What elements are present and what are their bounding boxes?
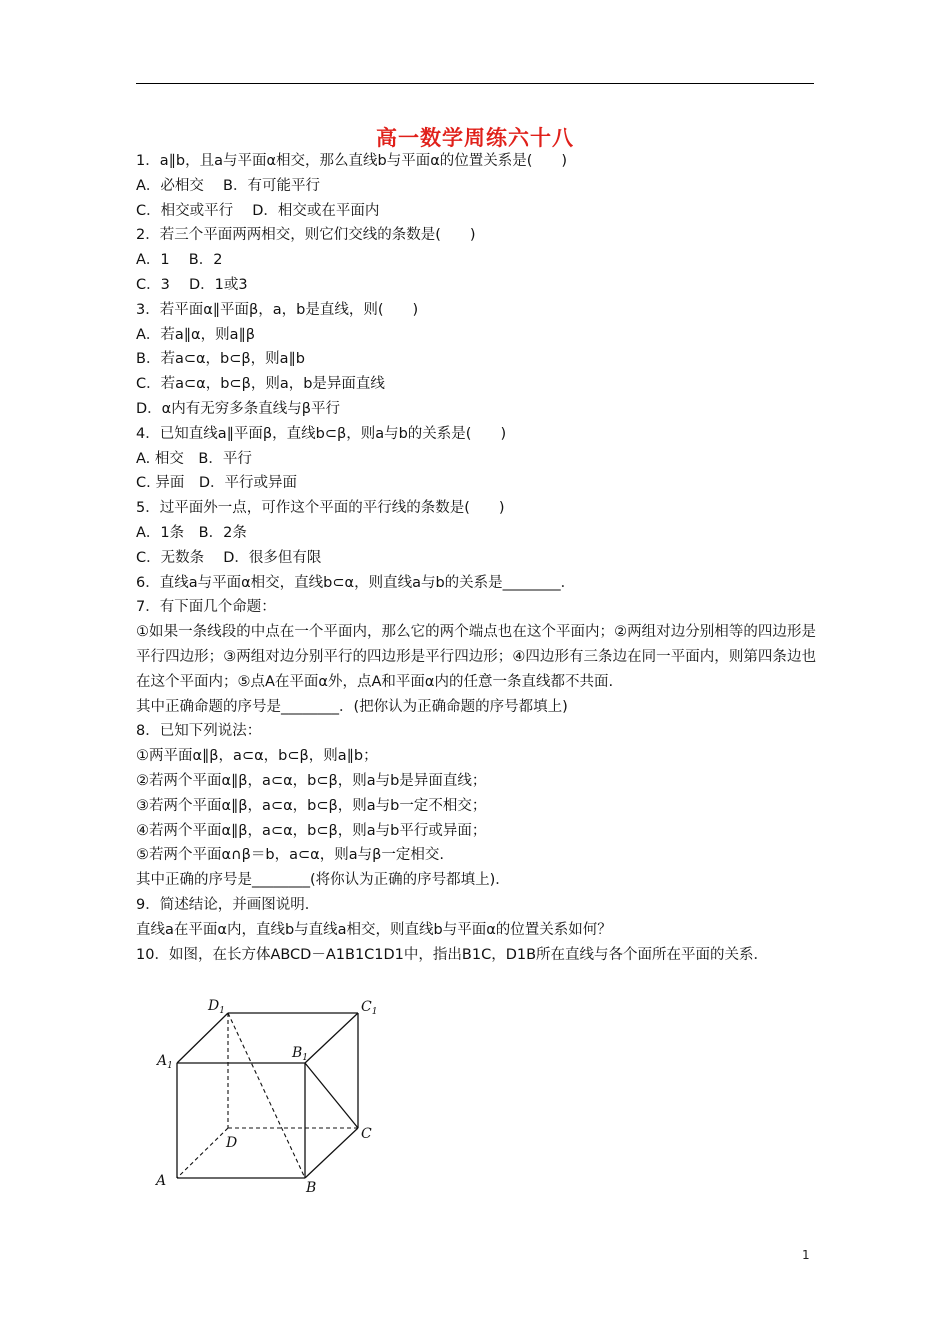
text-line: 其中正确的序号是________(将你认为正确的序号都填上)． xyxy=(136,872,510,889)
vertex-label-c: C xyxy=(361,1126,372,1142)
document-body xyxy=(136,149,816,967)
vertex-label-a: A xyxy=(156,1173,167,1189)
text-line: A．必相交 B．有可能平行 xyxy=(136,177,320,194)
text-line: 3．若平面α∥平面β，a，b是直线，则( ) xyxy=(136,301,419,318)
text-line: C．相交或平行 D．相交或在平面内 xyxy=(136,202,380,219)
text-line: 直线a在平面α内，直线b与直线a相交，则直线b与平面α的位置关系如何？ xyxy=(136,921,612,938)
text-line: 9．简述结论，并画图说明． xyxy=(136,896,320,913)
text-line: 5．过平面外一点，可作这个平面的平行线的条数是( ) xyxy=(136,500,505,517)
text-line: A. 相交 B．平行 xyxy=(136,450,252,467)
edge-c-b xyxy=(305,1128,358,1178)
cuboid-figure xyxy=(150,995,385,1195)
vertex-label-d: D xyxy=(226,1135,238,1151)
hidden-edge-d-a xyxy=(177,1128,228,1178)
text-line: A．若a∥α，则a∥β xyxy=(136,326,256,343)
text-line: 6．直线a与平面α相交，直线b⊂α，则直线a与b的关系是________． xyxy=(136,574,576,591)
header-rule xyxy=(136,83,814,84)
question-7-statements: ①如果一条线段的中点在一个平面内，那么它的两个端点也在这个平面内；②两组对边分别相等的四边形是平行四边形；③两组对边分别平行的四边形是平行四边形；④四边形有三条边在同一平面内，则第四条边也在这个平面内；⑤点A在平面α外，点A和平面α内的任意一条直线都不共面. xyxy=(136,624,816,690)
text-line: 1．a∥b，且a与平面α相交，那么直线b与平面α的位置关系是( ) xyxy=(136,153,568,169)
text-line: 8．已知下列说法： xyxy=(136,723,262,740)
edge-a1-d1 xyxy=(177,1013,228,1063)
text-line: 7．有下面几个命题： xyxy=(136,599,276,616)
page-title: 高一数学周练六十八 xyxy=(376,126,574,150)
vertex-label-d1: $D_1$ xyxy=(208,998,225,1016)
text-line: 4．已知直线a∥平面β，直线b⊂β，则a与b的关系是( ) xyxy=(136,425,507,442)
text-line: ④若两个平面α∥β，a⊂α，b⊂β，则a与b平行或异面； xyxy=(136,822,487,839)
page-number: 1 xyxy=(802,1248,810,1262)
text-line: 2．若三个平面两两相交，则它们交线的条数是( ) xyxy=(136,227,476,244)
text-line: C．若a⊂α，b⊂β，则a，b是异面直线 xyxy=(136,376,385,393)
text-line: B．若a⊂α，b⊂β，则a∥b xyxy=(136,351,305,368)
text-line: 10．如图，在长方体ABCD－A1B1C1D1中，指出B1C，D1B所在直线与各个面所在平面的关系． xyxy=(136,946,769,963)
text-line: ②若两个平面α∥β，a⊂α，b⊂β，则a与b是异面直线； xyxy=(136,772,487,789)
edge-c1-b1 xyxy=(305,1013,358,1063)
hidden-diagonal-d1-b xyxy=(228,1013,305,1178)
text-line: C．3 D．1或3 xyxy=(136,276,248,293)
vertex-label-b1: $B_1$ xyxy=(292,1045,309,1063)
text-line: A．1 B．2 xyxy=(136,252,223,269)
vertex-label-b: B xyxy=(306,1180,317,1195)
text-line: C．无数条 D．很多但有限 xyxy=(136,549,322,566)
text-line: D．α内有无穷多条直线与β平行 xyxy=(136,400,340,417)
vertex-label-a1: $A_1$ xyxy=(157,1053,173,1071)
text-line: ③若两个平面α∥β，a⊂α，b⊂β，则a与b一定不相交； xyxy=(136,797,487,814)
text-line: 其中正确命题的序号是________．(把你认为正确命题的序号都填上) xyxy=(136,698,568,715)
text-line: C. 异面 D．平行或异面 xyxy=(136,475,298,492)
text-line: ⑤若两个平面α∩β＝b，a⊂α，则a与β一定相交. xyxy=(136,847,444,864)
diagonal-b1-c xyxy=(305,1063,358,1128)
text-line: ①两平面α∥β，a⊂α，b⊂β，则a∥b； xyxy=(136,748,378,765)
text-line: A．1条 B．2条 xyxy=(136,524,247,541)
vertex-label-c1: $C_1$ xyxy=(361,999,378,1017)
